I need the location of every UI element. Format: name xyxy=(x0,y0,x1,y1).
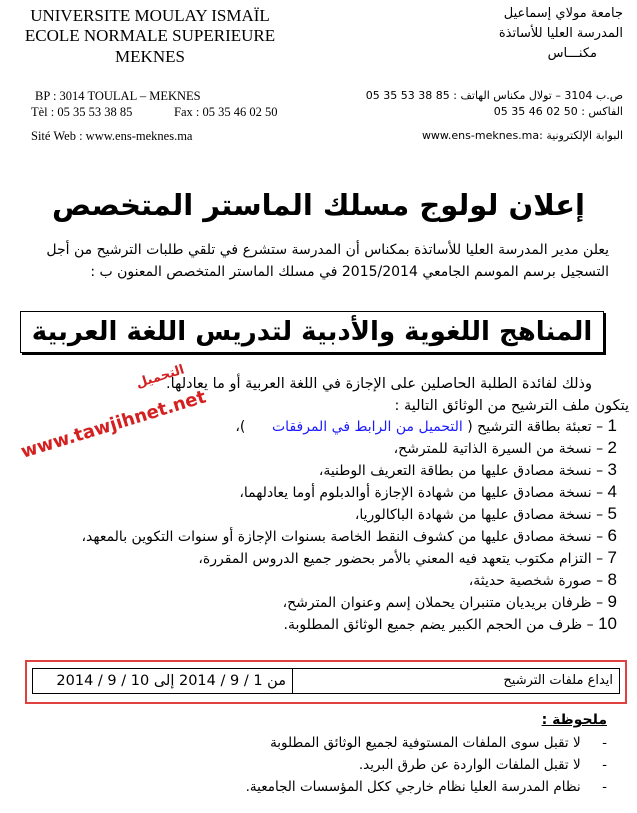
notes-list xyxy=(246,732,607,798)
item-number: 10 xyxy=(598,614,617,633)
website-ar: البوابة الإلكترونية :www.ens-meknes.ma xyxy=(421,129,623,142)
page-title: إعلان لولوج مسلك الماستر المتخصص xyxy=(52,188,585,222)
bullet-dash: - xyxy=(602,757,607,773)
document-item xyxy=(77,459,617,481)
eligibility-text: وذلك لفائدة الطلبة الحاصلين على الإجازة في اللغة العربية أو ما يعادلها. xyxy=(166,376,592,392)
item-text: – ظرف من الحجم الكبير يضم جميع الوثائق المطلوبة. xyxy=(283,617,594,633)
item-number: 2 xyxy=(607,438,617,457)
documents-intro: يتكون ملف الترشيح من الوثائق التالية : xyxy=(394,398,629,414)
item-text: – ظرفان بريديان متنبران يحملان إسم وعنوان المترشح، xyxy=(282,595,604,611)
note-text: نظام المدرسة العليا نظام خارجي ككل المؤسسات الجامعية. xyxy=(245,779,581,795)
city-fr: MEKNES xyxy=(115,47,185,66)
fax-ar: الفاكس : 50 02 46 35 05 xyxy=(493,105,623,118)
note-text: لا تقبل الملفات الواردة عن طرق البريد. xyxy=(358,757,581,773)
attachment-link[interactable]: التحميل من الرابط في المرفقات xyxy=(272,419,463,435)
university-name-ar: جامعة مولاي إسماعيل xyxy=(503,6,623,21)
deadline-highlight xyxy=(25,660,627,704)
document-item xyxy=(77,547,617,569)
item-text: – نسخة مصادق عليها من شهادة الإجازة أوالدبلوم أوما يعادلهما، xyxy=(239,485,604,501)
school-name-fr: ECOLE NORMALE SUPERIEURE xyxy=(24,26,276,45)
note-item xyxy=(246,732,607,754)
city-ar: مكنـــاس xyxy=(547,46,597,61)
item-text: – نسخة مصادق عليها من شهادة الباكالوريا، xyxy=(354,507,604,523)
program-title: المناهج اللغوية والأدبية لتدريس اللغة العربية xyxy=(31,317,593,347)
deadline-label: ايداع ملفات الترشيح xyxy=(292,669,619,693)
note-item xyxy=(246,776,607,798)
item-text: – نسخة مصادق عليها من بطاقة التعريف الوطنية، xyxy=(318,463,604,479)
documents-list xyxy=(77,415,617,635)
intro-line-1: يعلن مدير المدرسة العليا للأساتذة بمكناس أن المدرسة ستشرع في تلقي طلبات الترشيح من أجل xyxy=(46,242,609,258)
item-number: 6 xyxy=(607,526,617,545)
item-text: – تعبئة بطاقة الترشيح ( xyxy=(467,419,604,435)
note-item xyxy=(246,754,607,776)
item-end: )، xyxy=(235,419,246,435)
bullet-dash: - xyxy=(602,779,607,795)
bullet-dash: - xyxy=(602,735,607,751)
address-ar: ص.ب 3104 – تولال مكناس الهاتف : 85 38 53 35 05 xyxy=(365,89,623,102)
item-number: 1 xyxy=(607,416,617,435)
watermark-site: www.tawjihnet.net xyxy=(18,386,209,463)
document-item xyxy=(77,525,617,547)
item-text: – التزام مكتوب يتعهد فيه المعني بالأمر بحضور جميع الدروس المقررة، xyxy=(198,551,604,567)
school-name-ar: المدرسة العليا للأساتذة xyxy=(498,26,623,41)
document-item xyxy=(77,481,617,503)
document-item xyxy=(77,437,617,459)
item-text: – نسخة مصادق عليها من كشوف النقط الخاصة بسنوات الإجازة أو سنوات التكوين بالمعهد، xyxy=(81,529,604,545)
item-number: 9 xyxy=(607,592,617,611)
intro-line-2: التسجيل برسم الموسم الجامعي 2015/2014 في مسلك الماستر المتخصص المعنون ب : xyxy=(90,264,609,280)
item-number: 8 xyxy=(607,570,617,589)
university-name-fr: UNIVERSITE MOULAY ISMAÏL xyxy=(30,6,270,25)
phone-fr: Tèl : 05 35 53 38 85 xyxy=(31,105,133,119)
address-fr: BP : 3014 TOULAL – MEKNES xyxy=(35,89,201,103)
watermark-label: التحميل xyxy=(134,362,187,392)
item-number: 3 xyxy=(607,460,617,479)
item-text: – صورة شخصية حديثة، xyxy=(468,573,604,589)
document-item xyxy=(77,503,617,525)
note-text: لا تقبل سوى الملفات المستوفية لجميع الوثائق المطلوبة xyxy=(270,735,581,751)
program-title-box xyxy=(20,311,604,353)
item-number: 4 xyxy=(607,482,617,501)
notes-heading: ملحوظة : xyxy=(541,712,607,728)
document-item xyxy=(77,613,617,635)
item-number: 7 xyxy=(607,548,617,567)
website-fr: Sité Web : www.ens-meknes.ma xyxy=(31,129,193,143)
deadline-table xyxy=(32,668,620,694)
deadline-dates: من 1 / 9 / 2014 إلى 10 / 9 / 2014 xyxy=(56,673,286,689)
item-text: – نسخة من السيرة الذاتية للمترشح، xyxy=(393,441,604,457)
fax-fr: Fax : 05 35 46 02 50 xyxy=(174,105,278,119)
document-item xyxy=(77,591,617,613)
document-item xyxy=(77,569,617,591)
item-number: 5 xyxy=(607,504,617,523)
